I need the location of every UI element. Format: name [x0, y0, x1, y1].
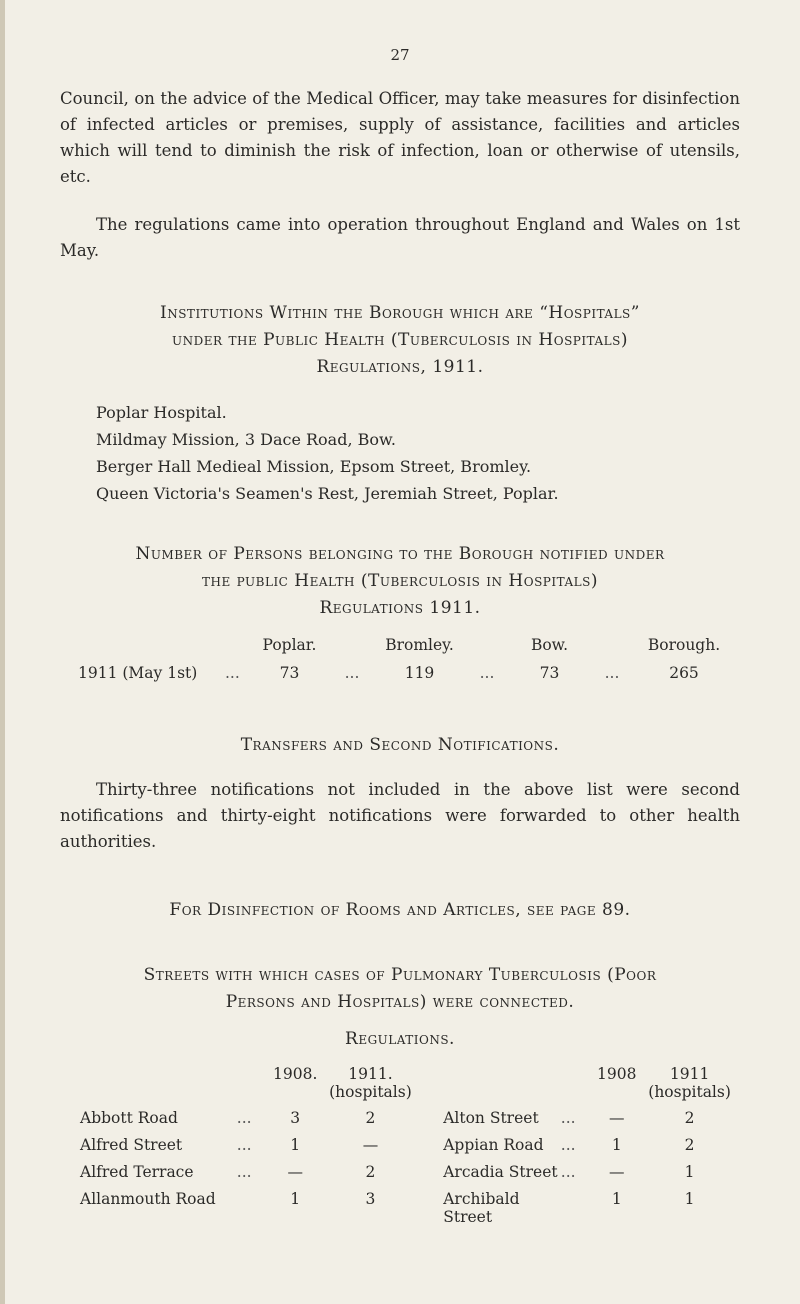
- notified-header-row: [60, 636, 736, 664]
- column-header-line: (hospitals): [648, 1083, 731, 1101]
- table-row: [80, 1109, 740, 1136]
- street-name: Alfred Terrace: [80, 1163, 194, 1181]
- regulations-paragraph: The regulations came into operation throughout England and Wales on 1st May.: [60, 215, 740, 260]
- list-item: Berger Hall Medieal Mission, Epsom Street, Bromley.: [96, 457, 532, 476]
- streets-heading: [60, 962, 740, 1053]
- table-cell: —: [609, 1109, 625, 1127]
- institutions-list: [96, 399, 740, 507]
- table-cell: 1: [684, 1163, 695, 1181]
- table-cell: 265: [669, 664, 699, 682]
- list-item: Queen Victoria's Seamen's Rest, Jeremiah Street, Poplar.: [96, 484, 559, 503]
- notified-heading: [60, 541, 740, 622]
- column-header: 1908.: [273, 1065, 318, 1083]
- column-header-line: 1911: [669, 1065, 710, 1083]
- table-cell: 1: [290, 1136, 301, 1154]
- disinfection-note: For Disinfection of Rooms and Articles, see page 89.: [169, 900, 631, 920]
- leader-dots: ...: [604, 664, 620, 682]
- table-cell: —: [287, 1163, 303, 1181]
- leader-dots: ...: [225, 664, 240, 682]
- leader-dots: [561, 1190, 595, 1226]
- streets-heading-line3: Regulations.: [345, 1029, 455, 1049]
- notified-heading-line3: Regulations 1911.: [319, 598, 481, 618]
- table-cell: 2: [365, 1109, 376, 1127]
- leader-dots: ...: [479, 664, 495, 682]
- page-edge-shadow: [0, 0, 5, 1304]
- institutions-heading: [60, 300, 740, 381]
- streets-table: [80, 1065, 740, 1226]
- notified-table: [60, 636, 736, 692]
- street-name: Appian Road: [443, 1136, 544, 1154]
- street-name: Allanmouth Road: [80, 1190, 216, 1208]
- table-cell: 73: [539, 664, 560, 682]
- leader-dots: ...: [236, 1163, 252, 1181]
- table-cell: 1: [684, 1190, 695, 1208]
- row-label: 1911 (May 1st): [78, 664, 198, 682]
- institutions-heading-line2: under the Public Health (Tuberculosis in Hospitals): [172, 330, 628, 350]
- table-cell: 3: [365, 1190, 376, 1208]
- streets-header-row: [80, 1065, 740, 1101]
- institutions-heading-line1: Institutions Within the Borough which are “Hospitals”: [160, 303, 640, 323]
- table-cell: 1: [611, 1190, 622, 1208]
- column-header: Bromley.: [385, 636, 454, 654]
- column-header: [639, 1065, 740, 1101]
- table-cell: 1: [290, 1190, 301, 1208]
- notified-heading-line2: the public Health (Tuberculosis in Hospitals): [202, 571, 598, 591]
- streets-heading-line1: Streets with which cases of Pulmonary Tuberculosis (Poor: [143, 965, 657, 985]
- table-cell: 3: [290, 1109, 301, 1127]
- street-name: Alfred Street: [80, 1136, 183, 1154]
- table-row: [80, 1136, 740, 1163]
- table-row: [60, 664, 736, 692]
- table-cell: 2: [365, 1163, 376, 1181]
- streets-heading-line2: Persons and Hospitals) were connected.: [225, 992, 575, 1012]
- notified-heading-line1: Number of Persons belonging to the Borough notified under: [135, 544, 665, 564]
- column-header: [320, 1065, 421, 1101]
- table-cell: —: [362, 1136, 379, 1154]
- table-row: [80, 1190, 740, 1226]
- leader-dots: ...: [344, 664, 360, 682]
- document-page: [60, 46, 740, 1226]
- leader-dots: ...: [236, 1109, 252, 1127]
- street-name: Arcadia Street: [443, 1163, 558, 1181]
- street-name: Abbott Road: [80, 1109, 178, 1127]
- column-header: Bow.: [530, 636, 569, 654]
- street-name: Archibald Street: [443, 1190, 520, 1226]
- leader-dots: ...: [560, 1163, 576, 1181]
- column-header-line: (hospitals): [329, 1083, 412, 1101]
- transfers-heading: Transfers and Second Notifications.: [240, 735, 560, 755]
- page-number: 27: [390, 46, 410, 64]
- institutions-heading-line3: Regulations, 1911.: [316, 357, 484, 377]
- transfers-paragraph: Thirty-three notifications not included in the above list were second notifications and thirty-eight notifications were forwarded to other health authorities.: [60, 780, 740, 851]
- table-cell: 2: [684, 1136, 695, 1154]
- table-cell: 1: [611, 1136, 622, 1154]
- table-cell: 2: [684, 1109, 695, 1127]
- table-cell: —: [609, 1163, 625, 1181]
- list-item: Mildmay Mission, 3 Dace Road, Bow.: [96, 430, 396, 449]
- leader-dots: ...: [560, 1136, 576, 1154]
- leader-dots: ...: [236, 1136, 252, 1154]
- column-header-line: 1911.: [348, 1065, 393, 1083]
- leader-dots: [237, 1190, 271, 1226]
- table-cell: 73: [279, 664, 300, 682]
- table-row: [80, 1163, 740, 1190]
- column-header: Poplar.: [262, 636, 317, 654]
- leader-dots: ...: [560, 1109, 576, 1127]
- column-header: 1908: [597, 1065, 637, 1083]
- column-header: Borough.: [647, 636, 721, 654]
- table-cell: 119: [404, 664, 435, 682]
- list-item: Poplar Hospital.: [96, 403, 227, 422]
- intro-paragraph: Council, on the advice of the Medical Officer, may take measures for disinfection of infected articles or premises, supply of assistance, facilities and articles which will tend to diminish the risk of infection, loan or otherwise of utensils, etc.: [60, 89, 740, 186]
- street-name: Alton Street: [443, 1109, 539, 1127]
